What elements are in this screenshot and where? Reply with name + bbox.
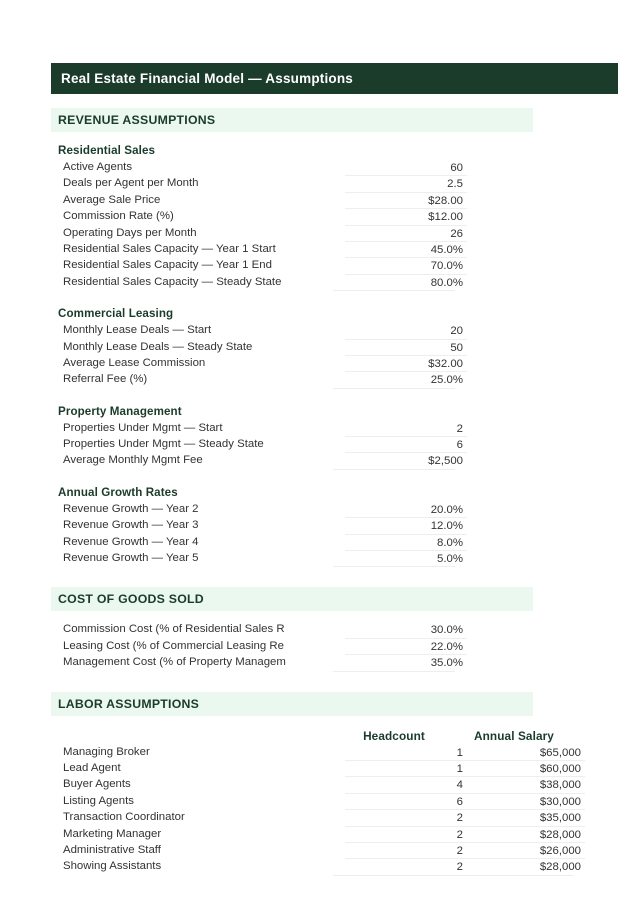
row-value[interactable]: 45.0% bbox=[345, 241, 467, 258]
row-value[interactable]: 25.0% bbox=[345, 371, 467, 388]
row-value-headcount[interactable]: 4 bbox=[345, 776, 467, 793]
table-row bbox=[51, 534, 533, 550]
section-band-label: COST OF GOODS SOLD bbox=[58, 592, 204, 607]
table-row bbox=[51, 322, 533, 338]
spacer bbox=[51, 566, 333, 567]
row-value[interactable]: $2,500 bbox=[345, 452, 467, 469]
row-label: Residential Sales Capacity — Steady State bbox=[63, 275, 282, 288]
spacer bbox=[51, 389, 618, 403]
section-band bbox=[51, 108, 533, 132]
table-row bbox=[51, 225, 533, 241]
sheet-content bbox=[51, 108, 618, 876]
table-row bbox=[51, 858, 581, 874]
row-label: Operating Days per Month bbox=[63, 226, 197, 239]
row-label: Deals per Agent per Month bbox=[63, 177, 199, 190]
table-row bbox=[51, 760, 581, 776]
spacer bbox=[51, 132, 618, 142]
row-label: Commission Rate (%) bbox=[63, 210, 174, 223]
row-value-headcount[interactable]: 2 bbox=[345, 826, 467, 843]
rule bbox=[333, 469, 455, 470]
assumption-rows bbox=[51, 159, 533, 291]
page-title: Real Estate Financial Model — Assumptions bbox=[61, 71, 354, 86]
table-row bbox=[51, 501, 533, 517]
row-label: Residential Sales Capacity — Year 1 Start bbox=[63, 242, 276, 255]
assumption-rows bbox=[51, 420, 533, 470]
group-subheading: Annual Growth Rates bbox=[58, 485, 178, 499]
spacer bbox=[51, 716, 618, 724]
row-value[interactable]: 80.0% bbox=[345, 274, 467, 291]
row-value-salary[interactable]: $30,000 bbox=[467, 793, 585, 810]
table-row bbox=[51, 371, 533, 387]
rule bbox=[333, 671, 455, 672]
row-label: Residential Sales Capacity — Year 1 End bbox=[63, 259, 272, 272]
row-label: Revenue Growth — Year 2 bbox=[63, 502, 199, 515]
table-row bbox=[51, 654, 533, 670]
labor-table-header bbox=[51, 724, 618, 744]
rule bbox=[333, 875, 455, 876]
spacer bbox=[51, 671, 333, 672]
table-row bbox=[51, 550, 533, 566]
table-row bbox=[51, 809, 581, 825]
row-value-headcount[interactable]: 2 bbox=[345, 858, 467, 875]
table-row bbox=[51, 436, 533, 452]
row-value-headcount[interactable]: 1 bbox=[456, 746, 463, 759]
row-value[interactable]: $12.00 bbox=[345, 208, 467, 225]
row-label: Monthly Lease Deals — Steady State bbox=[63, 340, 253, 353]
table-row bbox=[51, 355, 533, 371]
rule bbox=[333, 388, 455, 389]
row-value[interactable]: 12.0% bbox=[345, 517, 467, 534]
row-value[interactable]: 20.0% bbox=[430, 503, 463, 516]
row-label: Properties Under Mgmt — Steady State bbox=[63, 438, 264, 451]
spacer bbox=[51, 388, 333, 389]
row-label: Commission Cost (% of Residential Sales R bbox=[63, 623, 285, 636]
row-value[interactable]: 50 bbox=[345, 339, 467, 356]
table-row bbox=[51, 638, 533, 654]
row-value-headcount[interactable]: 2 bbox=[345, 842, 467, 859]
column-header-annual-salary: Annual Salary bbox=[474, 728, 554, 743]
row-value-salary[interactable]: $65,000 bbox=[539, 746, 581, 759]
spacer bbox=[51, 469, 333, 470]
row-label: Average Lease Commission bbox=[63, 356, 206, 369]
labor-rows bbox=[51, 744, 581, 876]
table-row bbox=[51, 621, 533, 637]
row-label: Marketing Manager bbox=[63, 827, 162, 840]
row-value-salary[interactable]: $28,000 bbox=[467, 826, 585, 843]
rule bbox=[333, 566, 455, 567]
spacer bbox=[51, 672, 618, 692]
table-row bbox=[51, 842, 581, 858]
table-row bbox=[51, 159, 533, 175]
spacer bbox=[51, 470, 618, 484]
row-label: Revenue Growth — Year 3 bbox=[63, 519, 199, 532]
table-row bbox=[51, 420, 533, 436]
row-value-salary[interactable]: $26,000 bbox=[467, 842, 585, 859]
table-row bbox=[51, 744, 581, 760]
row-value-salary[interactable]: $60,000 bbox=[467, 760, 585, 777]
row-label: Leasing Cost (% of Commercial Leasing Re bbox=[63, 639, 284, 652]
row-label: Management Cost (% of Property Managem bbox=[63, 656, 286, 669]
row-label: Transaction Coordinator bbox=[63, 811, 185, 824]
rule bbox=[333, 290, 455, 291]
section-band bbox=[51, 692, 533, 716]
section-band bbox=[51, 587, 533, 611]
row-label: Referral Fee (%) bbox=[63, 373, 148, 386]
row-value[interactable]: 6 bbox=[345, 436, 467, 453]
row-value[interactable]: 22.0% bbox=[345, 638, 467, 655]
assumption-rows bbox=[51, 621, 533, 671]
row-value[interactable]: 35.0% bbox=[345, 654, 467, 671]
row-value[interactable]: 26 bbox=[345, 225, 467, 242]
row-label: Average Sale Price bbox=[63, 193, 161, 206]
row-value[interactable]: 20 bbox=[450, 325, 463, 338]
row-label: Average Monthly Mgmt Fee bbox=[63, 454, 203, 467]
row-value-headcount[interactable]: 1 bbox=[345, 760, 467, 777]
row-value-salary[interactable]: $28,000 bbox=[467, 858, 585, 875]
table-row bbox=[51, 339, 533, 355]
row-value-headcount[interactable]: 6 bbox=[345, 793, 467, 810]
row-label: Properties Under Mgmt — Start bbox=[63, 421, 223, 434]
row-label: Managing Broker bbox=[63, 745, 150, 758]
spacer bbox=[51, 567, 618, 587]
group-subheading: Residential Sales bbox=[58, 144, 156, 157]
table-row bbox=[51, 793, 581, 809]
row-label: Buyer Agents bbox=[63, 778, 131, 791]
row-label: Revenue Growth — Year 5 bbox=[63, 552, 199, 565]
group-subheading: Commercial Leasing bbox=[58, 307, 174, 321]
row-value[interactable]: 60 bbox=[450, 162, 463, 174]
assumption-rows bbox=[51, 322, 533, 389]
row-value-salary[interactable]: $35,000 bbox=[467, 809, 585, 826]
row-label: Lead Agent bbox=[63, 761, 121, 774]
table-row bbox=[51, 274, 533, 290]
row-value-headcount[interactable]: 2 bbox=[345, 809, 467, 826]
spacer bbox=[51, 875, 333, 876]
table-row bbox=[51, 175, 533, 191]
table-row bbox=[51, 241, 533, 257]
row-value[interactable]: $28.00 bbox=[345, 192, 467, 209]
section-band-label: LABOR ASSUMPTIONS bbox=[58, 696, 200, 711]
row-value[interactable]: 2.5 bbox=[345, 175, 467, 192]
row-value[interactable]: 70.0% bbox=[345, 257, 467, 274]
spacer bbox=[51, 611, 618, 621]
row-value[interactable]: $32.00 bbox=[345, 355, 467, 372]
row-value[interactable]: 5.0% bbox=[345, 550, 467, 567]
sections-container bbox=[51, 108, 618, 876]
table-row bbox=[51, 192, 533, 208]
section-band-label: REVENUE ASSUMPTIONS bbox=[58, 113, 216, 127]
row-value[interactable]: 2 bbox=[456, 422, 463, 435]
row-label: Showing Assistants bbox=[63, 860, 162, 873]
row-label: Revenue Growth — Year 4 bbox=[63, 535, 199, 548]
spacer bbox=[51, 290, 333, 291]
group-subheading: Property Management bbox=[58, 404, 182, 418]
table-row bbox=[51, 517, 533, 533]
row-value[interactable]: 8.0% bbox=[345, 534, 467, 551]
row-label: Listing Agents bbox=[63, 794, 134, 807]
table-row bbox=[51, 257, 533, 273]
assumption-rows bbox=[51, 501, 533, 568]
column-header-headcount: Headcount bbox=[363, 728, 425, 743]
table-row bbox=[51, 452, 533, 468]
row-value[interactable]: 30.0% bbox=[430, 624, 463, 637]
rule bbox=[455, 875, 573, 876]
table-row bbox=[51, 776, 581, 792]
spacer bbox=[51, 291, 618, 305]
table-row bbox=[51, 208, 533, 224]
row-label: Administrative Staff bbox=[63, 843, 161, 856]
row-label: Monthly Lease Deals — Start bbox=[63, 324, 212, 337]
table-row bbox=[51, 826, 581, 842]
row-label: Active Agents bbox=[63, 161, 133, 173]
row-value-salary[interactable]: $38,000 bbox=[467, 776, 585, 793]
row-group-closing-rule bbox=[51, 875, 533, 876]
document-title-bar bbox=[51, 63, 618, 94]
